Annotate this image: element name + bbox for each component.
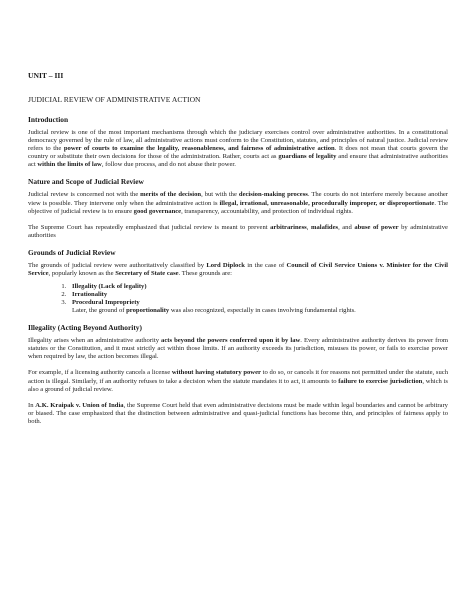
paragraph-introduction: Judicial review is one of the most important mechanisms through which the judiciary exercises control over administrative authorities. In a constitutional democracy governed by the rule of law, all administrative actions must conform to the Constitution, statutes, and principles of natural justice. Judicial review refers to the power of courts to examine the legality, reasonableness, and fairness of administrative action. It does not mean that courts govern the country or substitute their own decisions for those of the administration. Rather, courts act as guardians of legality and ensure that administrative authorities act within the limits of law, follow due process, and do not abuse their power.	[28, 129, 448, 169]
list-item: 3. Procedural Impropriety	[68, 299, 448, 307]
emphasis: Lord Diplock	[206, 261, 245, 269]
document-body	[28, 71, 448, 434]
section-heading-grounds: Grounds of Judicial Review	[28, 247, 116, 257]
emphasis: failure to exercise jurisdiction	[338, 377, 423, 385]
emphasis: arbitrariness	[270, 223, 307, 231]
emphasis: Council of Civil Service Unions v. Minister for the Civil Service	[28, 261, 449, 278]
emphasis: guardians of legality	[278, 153, 337, 161]
paragraph-nature-scope-1: Judicial review is concerned not with the merits of the decision, but with the decision-making process. The courts do not interfere merely because another view is possible. They intervene only when the administrative action is illegal, irrational, unreasonable, procedurally improper, or disproportionate. The objective of judicial review is to ensure good governance, transparency, accountability, and protection of individual rights.	[28, 191, 449, 215]
list-item: 2. Irrationality	[68, 291, 448, 299]
paragraph-illegality-1: Illegality arises when an administrative authority acts beyond the powers conferred upon it by law. Every administrative authority derives its power from statutes or the Constitution, and it must strictly act within those limits. If an authority exceeds its jurisdiction, misuses its power, or fails to exercise power when required by law, the action becomes illegal.	[28, 337, 448, 361]
emphasis: illegal, irrational, unreasonable, procedurally improper, or disproportionate	[219, 199, 435, 207]
section-heading-illegality: Illegality (Acting Beyond Authority)	[28, 323, 142, 333]
grounds-list	[28, 283, 448, 307]
paragraph-grounds: The grounds of judicial review were authoritatively classified by Lord Diplock in the case of Council of Civil Service Unions v. Minister for the Civil Service, popularly known as the Secretary of State case. These grounds are:	[28, 261, 449, 278]
paragraph-illegality-3: In A.K. Kraipak v. Union of India, the Supreme Court held that even administrative decisions must be made within legal boundaries and cannot be arbitrary or biased. The case emphasized that the distinction between administrative and quasi-judicial functions has become thin, and principles of fairness apply to both.	[28, 401, 448, 425]
section-heading-nature-scope: Nature and Scope of Judicial Review	[28, 177, 144, 187]
emphasis: power of courts to examine the legality, reasonableness, and fairness of administrative action	[63, 145, 335, 153]
proportionality-note: Later, the ground of proportionality was also recognized, especially in cases involving fundamental rights.	[72, 307, 356, 315]
list-item: 1. Illegality (Lack of legality)	[68, 283, 448, 291]
emphasis: proportionality	[126, 307, 170, 315]
emphasis: malafides	[310, 223, 339, 231]
unit-heading: UNIT – III	[28, 71, 64, 80]
section-heading-introduction: Introduction	[28, 115, 69, 124]
emphasis: decision-making process	[238, 191, 308, 199]
emphasis: good governance	[133, 207, 182, 215]
emphasis: Secretary of State case	[115, 270, 179, 278]
emphasis: without having statutory power	[171, 369, 261, 377]
document-title: JUDICIAL REVIEW OF ADMINISTRATIVE ACTION	[28, 95, 201, 104]
emphasis: within the limits of law	[37, 161, 102, 169]
emphasis: merits of the decision	[140, 191, 202, 199]
emphasis: acts beyond the powers conferred upon it by law	[161, 337, 301, 345]
emphasis: A.K. Kraipak v. Union of India	[35, 401, 124, 409]
paragraph-illegality-2: For example, if a licensing authority cancels a license without having statutory power to do so, or cancels it for reasons not permitted under the statute, such action is illegal. Similarly, if an authority refuses to take a decision when the statute mandates it to act, it amounts to failure to exercise jurisdiction, which is also a ground of judicial review.	[28, 369, 448, 393]
emphasis: abuse of power	[354, 223, 399, 231]
paragraph-nature-scope-2: The Supreme Court has repeatedly emphasized that judicial review is meant to prevent arbitrariness, malafides, and abuse of power by administrative authorities	[28, 223, 448, 239]
